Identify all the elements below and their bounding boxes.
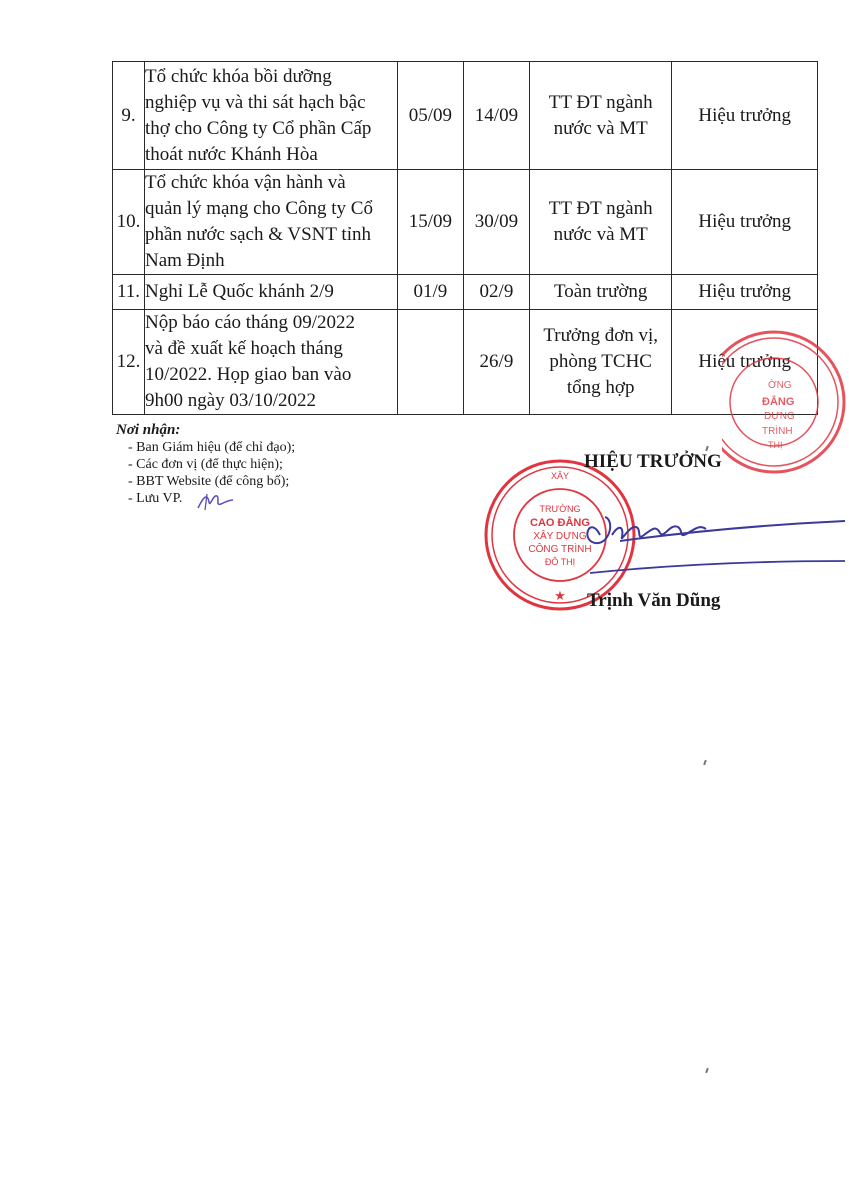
stamp-line: CÔNG TRÌNH (528, 544, 592, 555)
cell-responsible: Hiệu trưởng (672, 275, 818, 310)
signer-title: HIỆU TRƯỞNG (584, 451, 722, 472)
recipient-item: - BBT Website (để công bố); (128, 474, 290, 489)
cell-responsible: Hiệu trưởng (672, 170, 818, 275)
svg-text:TRÌNH: TRÌNH (762, 426, 793, 437)
cell-end-date: 30/09 (463, 170, 529, 275)
cell-start-date: 01/9 (397, 275, 463, 310)
handwritten-signature (560, 495, 849, 575)
task-line: 9h00 ngày 03/10/2022 (144, 390, 316, 411)
cell-task (144, 62, 397, 170)
cell-unit (529, 170, 671, 275)
stamp-line: TRƯỜNG (539, 504, 581, 514)
table-row (113, 275, 818, 310)
svg-text:THỊ: THỊ (768, 440, 783, 450)
task-line: thoát nước Khánh Hòa (144, 143, 318, 165)
recipient-item: - Các đơn vị (để thực hiện); (128, 457, 283, 472)
unit-line: TT ĐT ngành (548, 91, 653, 113)
cell-stt: 9. (113, 62, 145, 170)
recipients-header: Nơi nhận: (116, 422, 181, 438)
cell-stt: 12. (113, 310, 145, 415)
task-line: 10/2022. Họp giao ban vào (144, 364, 352, 385)
stamp-ring-text: XÂY (550, 471, 570, 481)
cell-stt: 11. (113, 275, 145, 310)
official-stamp-partial (722, 330, 849, 480)
cell-unit (529, 275, 671, 310)
task-line: phần nước sạch & VSNT tỉnh (144, 224, 371, 245)
unit-line: Trưởng đơn vị, (543, 325, 659, 346)
stamp-line: ĐÔ THỊ (544, 557, 576, 567)
initial-mark (195, 488, 235, 514)
cell-task (144, 275, 397, 310)
task-line: Tổ chức khóa vận hành và (144, 172, 346, 193)
svg-text:DỰNG: DỰNG (764, 411, 795, 422)
task-line: thợ cho Công ty Cổ phần Cấp (144, 117, 372, 139)
stamp-line: CAO ĐẲNG (530, 517, 590, 529)
task-line: Nam Định (144, 250, 225, 271)
cell-unit (529, 310, 671, 415)
table-row (113, 310, 818, 415)
cell-start-date (397, 310, 463, 415)
task-line: quản lý mạng cho Công ty Cổ (144, 198, 373, 219)
task-line: Nộp báo cáo tháng 09/2022 (144, 312, 355, 333)
table-row (113, 170, 818, 275)
task-line: Nghỉ Lễ Quốc khánh 2/9 (144, 281, 334, 302)
unit-line: nước và MT (553, 117, 648, 139)
unit-line: Toàn trường (553, 281, 648, 302)
recipient-item: - Lưu VP. (128, 491, 183, 506)
cell-task (144, 310, 397, 415)
unit-line: tổng hợp (566, 377, 635, 398)
task-line: và đề xuất kế hoạch tháng (144, 338, 343, 359)
scan-speck (705, 1068, 709, 1073)
cell-start-date: 15/09 (397, 170, 463, 275)
unit-line: nước và MT (553, 224, 648, 245)
svg-text:ĐẲNG: ĐẲNG (762, 396, 795, 408)
cell-unit (529, 62, 671, 170)
cell-responsible: Hiệu trưởng (672, 310, 818, 415)
cell-stt: 10. (113, 170, 145, 275)
unit-line: phòng TCHC (549, 351, 652, 372)
svg-text:ỜNG: ỜNG (768, 380, 792, 391)
stamp-line: XÂY DỰNG (533, 531, 587, 542)
schedule-table (112, 61, 818, 415)
task-line: nghiệp vụ và thi sát hạch bậc (144, 91, 366, 113)
cell-task (144, 170, 397, 275)
cell-end-date: 02/9 (463, 275, 529, 310)
svg-text:★: ★ (554, 588, 566, 603)
scan-speck (703, 760, 707, 765)
cell-end-date: 26/9 (463, 310, 529, 415)
cell-end-date: 14/09 (463, 62, 529, 170)
unit-line: TT ĐT ngành (548, 198, 653, 219)
cell-start-date: 05/09 (397, 62, 463, 170)
table-row (113, 62, 818, 170)
cell-responsible: Hiệu trưởng (672, 62, 818, 170)
recipient-item: - Ban Giám hiệu (để chỉ đạo); (128, 440, 296, 455)
task-line: Tổ chức khóa bồi dưỡng (144, 65, 332, 87)
signer-name: Trịnh Văn Dũng (587, 590, 721, 611)
